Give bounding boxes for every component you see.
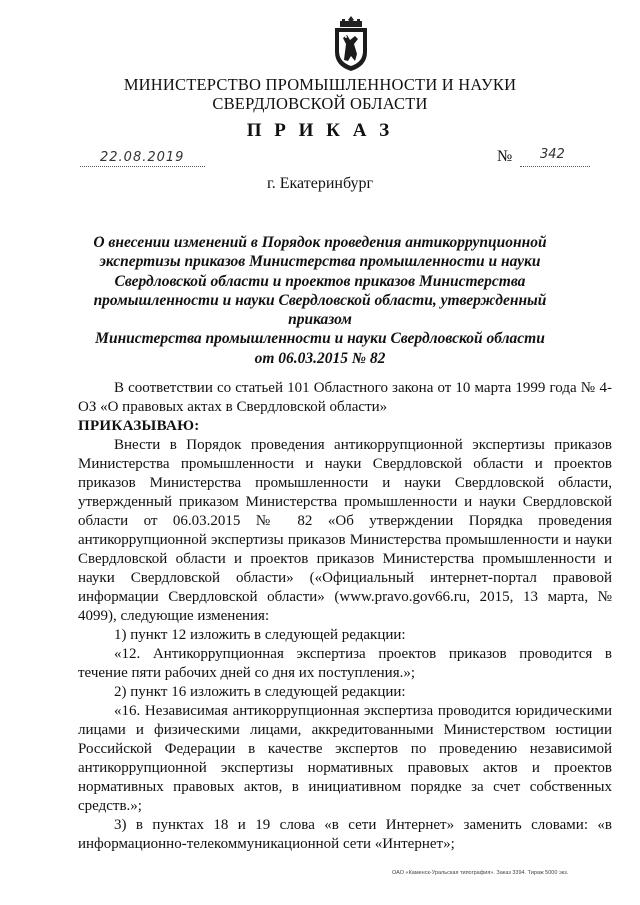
item-2-text: «16. Независимая антикоррупционная экспертиза проводится юридическими лицами и физическими лицами, аккредитованными Министерством юстиции Российской Федерации в качестве экспертов по проведению независимой антикоррупционной экспертизы нормативных правовых актов и проектов нормативных правовых актов, в инициативном порядке за счет собственных средств.»; xyxy=(78,703,612,814)
item-3: 3) в пунктах 18 и 19 слова «в сети Интернет» заменить словами: «в информационно-телекоммуникационной сети «Интернет»; xyxy=(78,817,612,852)
amendment-paragraph: Внести в Порядок проведения антикоррупционной экспертизы приказов Министерства промышленности и науки Свердловской области и проектов приказов Министерства промышленности и науки Свердловской области, утвержденный приказом Министерства промышленности и науки Свердловской области от 06.03.2015 № 82 «Об утверждении Порядка проведения антикоррупционной экспертизы приказов Министерства промышленности и науки Свердловской области и проектов приказов Министерства промышленности и науки Свердловской области» («Официальный интернет-портал правовой информации Свердловской области» (www.pravo.gov66.ru, 2015, 13 марта, № 4099), следующие изменения: xyxy=(78,437,612,624)
document-body xyxy=(78,379,612,854)
handwritten-number: 342 xyxy=(540,147,565,162)
item-1: 1) пункт 12 изложить в следующей редакции: xyxy=(114,627,406,643)
number-label: № xyxy=(497,148,513,165)
decree-word: ПРИКАЗЫВАЮ: xyxy=(78,418,200,434)
ministry-name-line2: СВЕРДЛОВСКОЙ ОБЛАСТИ xyxy=(212,94,428,113)
city-name: г. Екатеринбург xyxy=(266,175,374,192)
heading-line: промышленности и науки Свердловской области, утвержденный приказом xyxy=(93,291,547,329)
item-2: 2) пункт 16 изложить в следующей редакции: xyxy=(114,684,406,700)
item-1-text: «12. Антикоррупционная экспертиза проектов приказов проводится в течение пяти рабочих дней со дня их поступления.»; xyxy=(78,646,612,681)
heading-line: Министерства промышленности и науки Свердловской области xyxy=(95,330,545,348)
ministry-name-line1: МИНИСТЕРСТВО ПРОМЫШЛЕННОСТИ И НАУКИ xyxy=(123,75,517,94)
coat-of-arms-emblem xyxy=(330,14,372,72)
heading-line: Свердловской области и проектов приказов Министерства xyxy=(114,272,526,290)
number-underline xyxy=(520,166,590,167)
document-heading xyxy=(70,233,570,368)
printer-imprint: ОАО «Каменск-Уральская типография». Заказ 3394. Тираж 5000 экз. xyxy=(392,870,569,876)
heading-line: от 06.03.2015 № 82 xyxy=(254,349,386,367)
heading-line: экспертизы приказов Министерства промышленности и науки xyxy=(99,253,541,271)
date-underline xyxy=(80,166,205,167)
heading-line: О внесении изменений в Порядок проведения антикоррупционной xyxy=(93,234,547,251)
intro-paragraph: В соответствии со статьей 101 Областного закона от 10 марта 1999 года № 4-ОЗ «О правовых актах в Свердловской области» xyxy=(78,380,612,415)
handwritten-date: 22.08.2019 xyxy=(100,150,185,165)
document-type-title: П Р И К А З xyxy=(246,120,394,141)
